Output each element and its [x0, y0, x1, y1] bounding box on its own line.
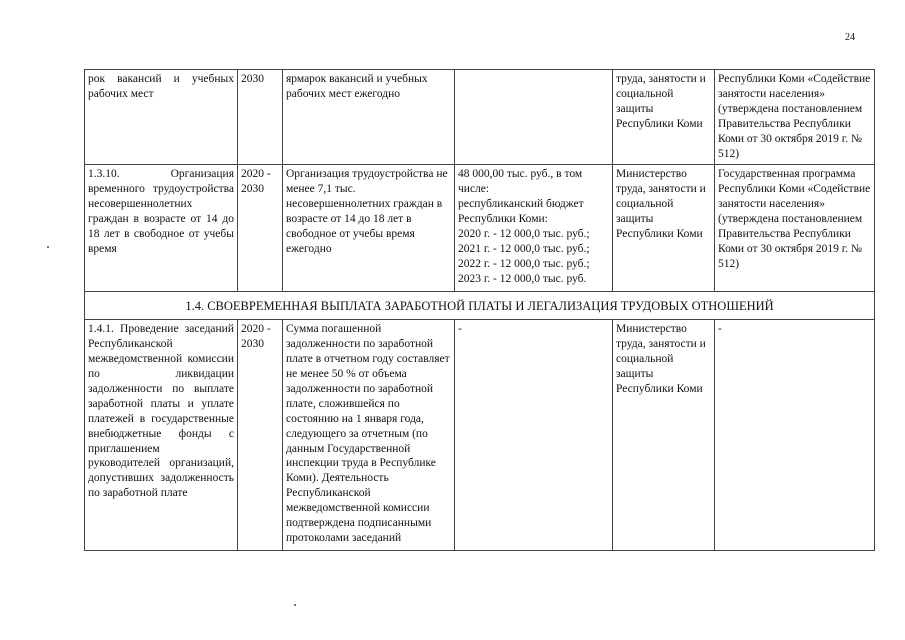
funding-cell — [455, 165, 613, 292]
result-cell: Организация трудоустройства не менее 7,1 тыс. несовершеннолетних граждан в возрасте от 14 до 18 лет в свободное от учебы время ежегодно — [283, 165, 455, 292]
funding-line: Республики Коми: — [458, 212, 548, 225]
funding-line: 2023 г. - 12 000,0 тыс. руб. — [458, 272, 587, 285]
basis-cell: - — [715, 320, 875, 551]
funding-cell: - — [455, 320, 613, 551]
executor-cell: Министерство труда, занятости и социальной защиты Республики Коми — [613, 165, 715, 292]
page-number: 24 — [845, 32, 855, 43]
section-row — [85, 292, 875, 320]
result-cell: ярмарок вакансий и учебных рабочих мест ежегодно — [283, 70, 455, 165]
scan-speck — [47, 246, 49, 248]
section-heading: 1.4. СВОЕВРЕМЕННАЯ ВЫПЛАТА ЗАРАБОТНОЙ ПЛАТЫ И ЛЕГАЛИЗАЦИЯ ТРУДОВЫХ ОТНОШЕНИЙ — [85, 292, 875, 320]
funding-line: числе: — [458, 182, 490, 195]
measures-table — [84, 69, 875, 551]
period-cell: 2030 — [238, 70, 283, 165]
funding-line: 48 000,00 тыс. руб., в том — [458, 168, 583, 180]
measure-name-cell: рок вакансий и учебных рабочих мест — [85, 70, 238, 165]
executor-cell: Министерство труда, занятости и социальной защиты Республики Коми — [613, 320, 715, 551]
table-row — [85, 165, 875, 292]
table-row — [85, 70, 875, 165]
period-cell: 2020 - 2030 — [238, 165, 283, 292]
scan-speck — [294, 604, 296, 606]
funding-line: республиканский бюджет — [458, 197, 584, 210]
funding-cell — [455, 70, 613, 165]
basis-cell: Государственная программа Республики Коми «Содействие занятости населения» (утверждена постановлением Правительства Республики Коми от 30 октября 2019 г. № 512) — [715, 165, 875, 292]
basis-cell: Республики Коми «Содействие занятости населения» (утверждена постановлением Правительства Республики Коми от 30 октября 2019 г. № 512) — [715, 70, 875, 165]
funding-line: 2021 г. - 12 000,0 тыс. руб.; — [458, 242, 590, 255]
funding-line: 2020 г. - 12 000,0 тыс. руб.; — [458, 227, 590, 240]
funding-line: 2022 г. - 12 000,0 тыс. руб.; — [458, 257, 590, 270]
table-row — [85, 320, 875, 551]
executor-cell: труда, занятости и социальной защиты Республики Коми — [613, 70, 715, 165]
measure-name-cell: 1.4.1. Проведение заседаний Республиканской межведомственной комиссии по ликвидации задолженности по выплате заработной платы и уплате платежей в государственные внебюджетные фонды с приглашением руководителей организаций, допустивших задолженность по заработной плате — [85, 320, 238, 551]
result-cell: Сумма погашенной задолженности по заработной плате в отчетном году составляет не менее 50 % от объема задолженности по заработной плате, сложившейся по состоянию на 1 января года, следующего за отчетным (по данным Государственной инспекции труда в Республике Коми). Деятельность Республиканской межведомственной комиссии подтверждена подписанными протоколами заседаний — [283, 320, 455, 551]
period-cell: 2020 - 2030 — [238, 320, 283, 551]
measure-name-cell: 1.3.10. Организация временного трудоустройства несовершеннолетних граждан в возрасте от 14 до 18 лет в свободное от учебы время — [85, 165, 238, 292]
